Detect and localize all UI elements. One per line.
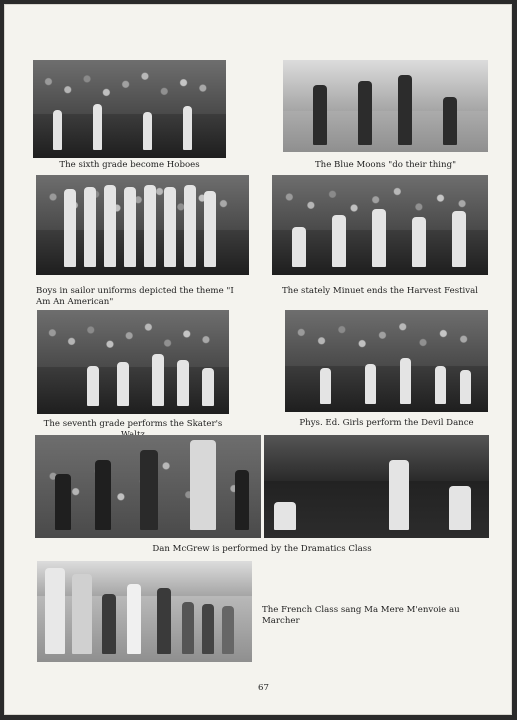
photo-sailors [36,175,249,275]
caption-blue-moons: The Blue Moons "do their thing" [314,160,457,170]
photo-devil-dance [285,310,488,412]
caption-hoboes: The sixth grade become Hoboes [59,160,200,170]
caption-sailors: Boys in sailor uniforms depicted the theme "I Am An American" [36,286,234,307]
caption-devil-dance: Phys. Ed. Girls perform the Devil Dance [299,418,474,428]
photo-hoboes [33,60,226,158]
caption-french: The French Class sang Ma Mere M'envoie au Marcher [262,605,460,626]
photo-minuet [272,175,488,275]
photo-mcgrew-left [35,435,261,538]
yearbook-page [4,4,512,715]
photo-mcgrew-right [264,435,489,538]
photo-blue-moons [283,60,488,152]
photo-skaters [37,310,229,414]
caption-skaters: The seventh grade performs the Skater's [43,419,223,429]
caption-minuet: The stately Minuet ends the Harvest Festival [281,286,479,296]
page-number: 67 [258,683,269,693]
photo-french-class [37,561,252,662]
caption-mcgrew: Dan McGrew is performed by the Dramatics Class [152,544,372,554]
